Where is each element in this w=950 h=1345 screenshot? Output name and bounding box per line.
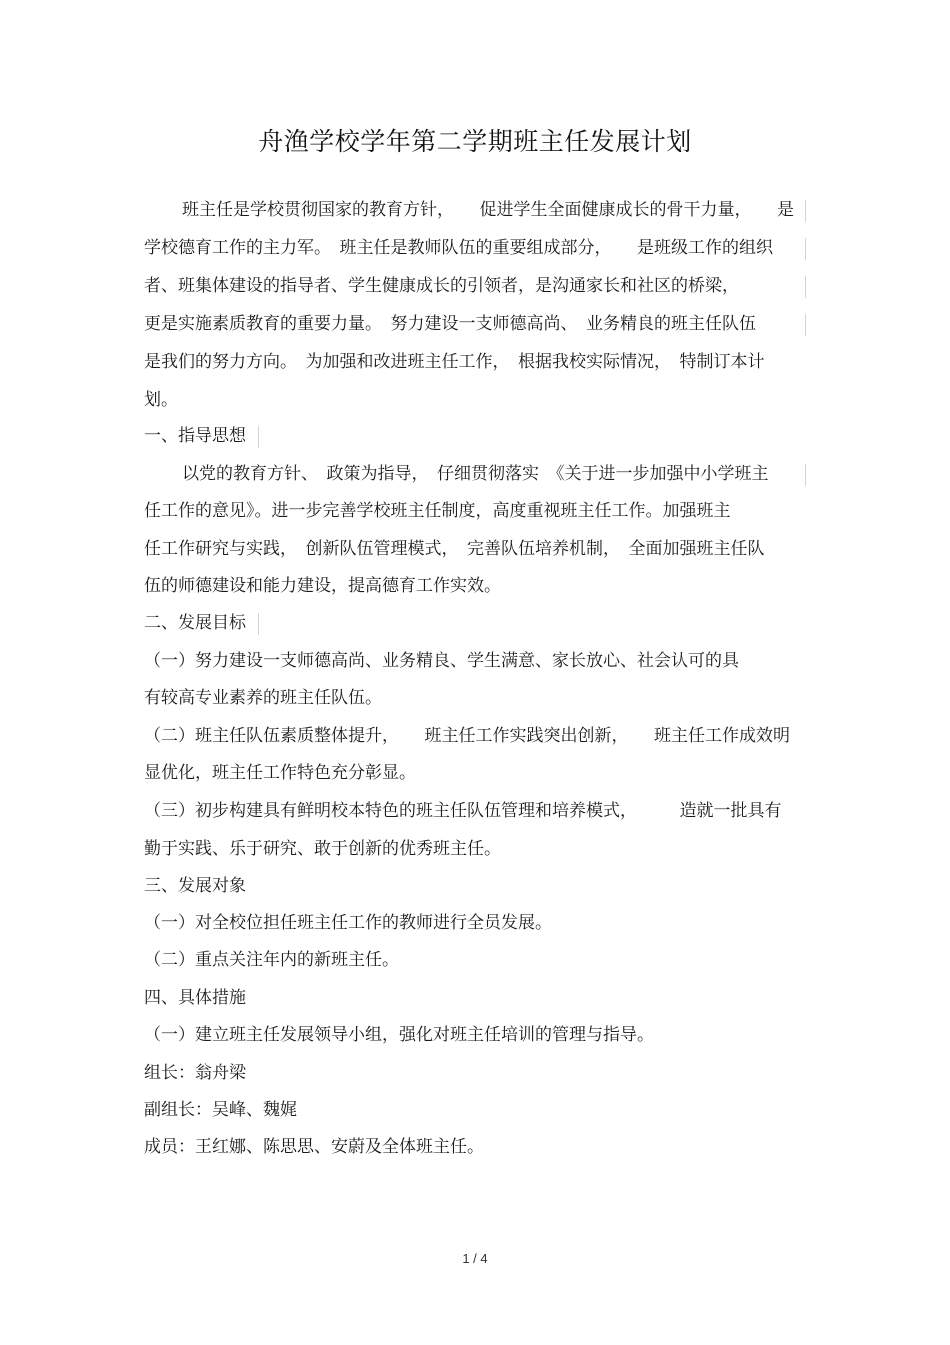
- guide-bar: [805, 200, 806, 222]
- intro-line-2: 学校德育工作的主力军。 班主任是教师队伍的重要组成部分， 是班级工作的组织: [144, 238, 773, 258]
- intro-line-3: 者、班集体建设的指导者、学生健康成长的引领者，是沟通家长和社区的桥梁，: [144, 276, 739, 296]
- section4-line-4: 成员：王红娜、陈思思、安蔚及全体班主任。: [144, 1137, 484, 1157]
- section2-line-4: 显优化，班主任工作特色充分彰显。: [144, 763, 416, 783]
- section4-line-3: 副组长：吴峰、魏娓: [144, 1100, 297, 1120]
- guide-bar: [258, 613, 259, 635]
- section3-line-1: （一）对全校位担任班主任工作的教师进行全员发展。: [144, 913, 552, 933]
- page-number: 1 / 4: [462, 1251, 488, 1266]
- section2-line-6: 勤于实践、乐于研究、敢于创新的优秀班主任。: [144, 839, 501, 859]
- section4-line-2: 组长：翁舟梁: [144, 1063, 246, 1083]
- section2-line-1: （一）努力建设一支师德高尚、业务精良、学生满意、家长放心、社会认可的具: [144, 651, 739, 671]
- section1-heading: 一、指导思想: [144, 426, 246, 446]
- section1-line-2: 任工作的意见》。进一步完善学校班主任制度，高度重视班主任工作。加强班主: [144, 501, 731, 521]
- guide-bar: [258, 426, 259, 448]
- section1-line-1: 以党的教育方针、 政策为指导， 仔细贯彻落实 《关于进一步加强中小学班主: [182, 464, 769, 484]
- intro-line-4: 更是实施素质教育的重要力量。 努力建设一支师德高尚、 业务精良的班主任队伍: [144, 314, 756, 334]
- section2-line-5: （三）初步构建具有鲜明校本特色的班主任队伍管理和培养模式， 造就一批具有: [144, 801, 782, 821]
- guide-bar: [805, 464, 806, 486]
- section3-line-2: （二）重点关注年内的新班主任。: [144, 950, 399, 970]
- section2-line-2: 有较高专业素养的班主任队伍。: [144, 688, 382, 708]
- document-title: 舟渔学校学年第二学期班主任发展计划: [258, 127, 692, 156]
- section4-heading: 四、具体措施: [144, 988, 246, 1008]
- section2-heading: 二、发展目标: [144, 613, 246, 633]
- guide-bar: [805, 276, 806, 298]
- guide-bar: [805, 314, 806, 336]
- section1-line-3: 任工作研究与实践， 创新队伍管理模式， 完善队伍培养机制， 全面加强班主任队: [144, 539, 765, 559]
- section3-heading: 三、发展对象: [144, 876, 246, 896]
- guide-bar: [805, 238, 806, 260]
- section1-line-4: 伍的师德建设和能力建设，提高德育工作实效。: [144, 576, 501, 596]
- intro-line-6: 划。: [144, 390, 178, 410]
- section2-line-3: （二）班主任队伍素质整体提升， 班主任工作实践突出创新， 班主任工作成效明: [144, 726, 790, 746]
- intro-line-1: 班主任是学校贯彻国家的教育方针， 促进学生全面健康成长的骨干力量， 是: [182, 200, 794, 220]
- section4-line-1: （一）建立班主任发展领导小组，强化对班主任培训的管理与指导。: [144, 1025, 654, 1045]
- intro-line-5: 是我们的努力方向。 为加强和改进班主任工作， 根据我校实际情况， 特制订本计: [144, 352, 765, 372]
